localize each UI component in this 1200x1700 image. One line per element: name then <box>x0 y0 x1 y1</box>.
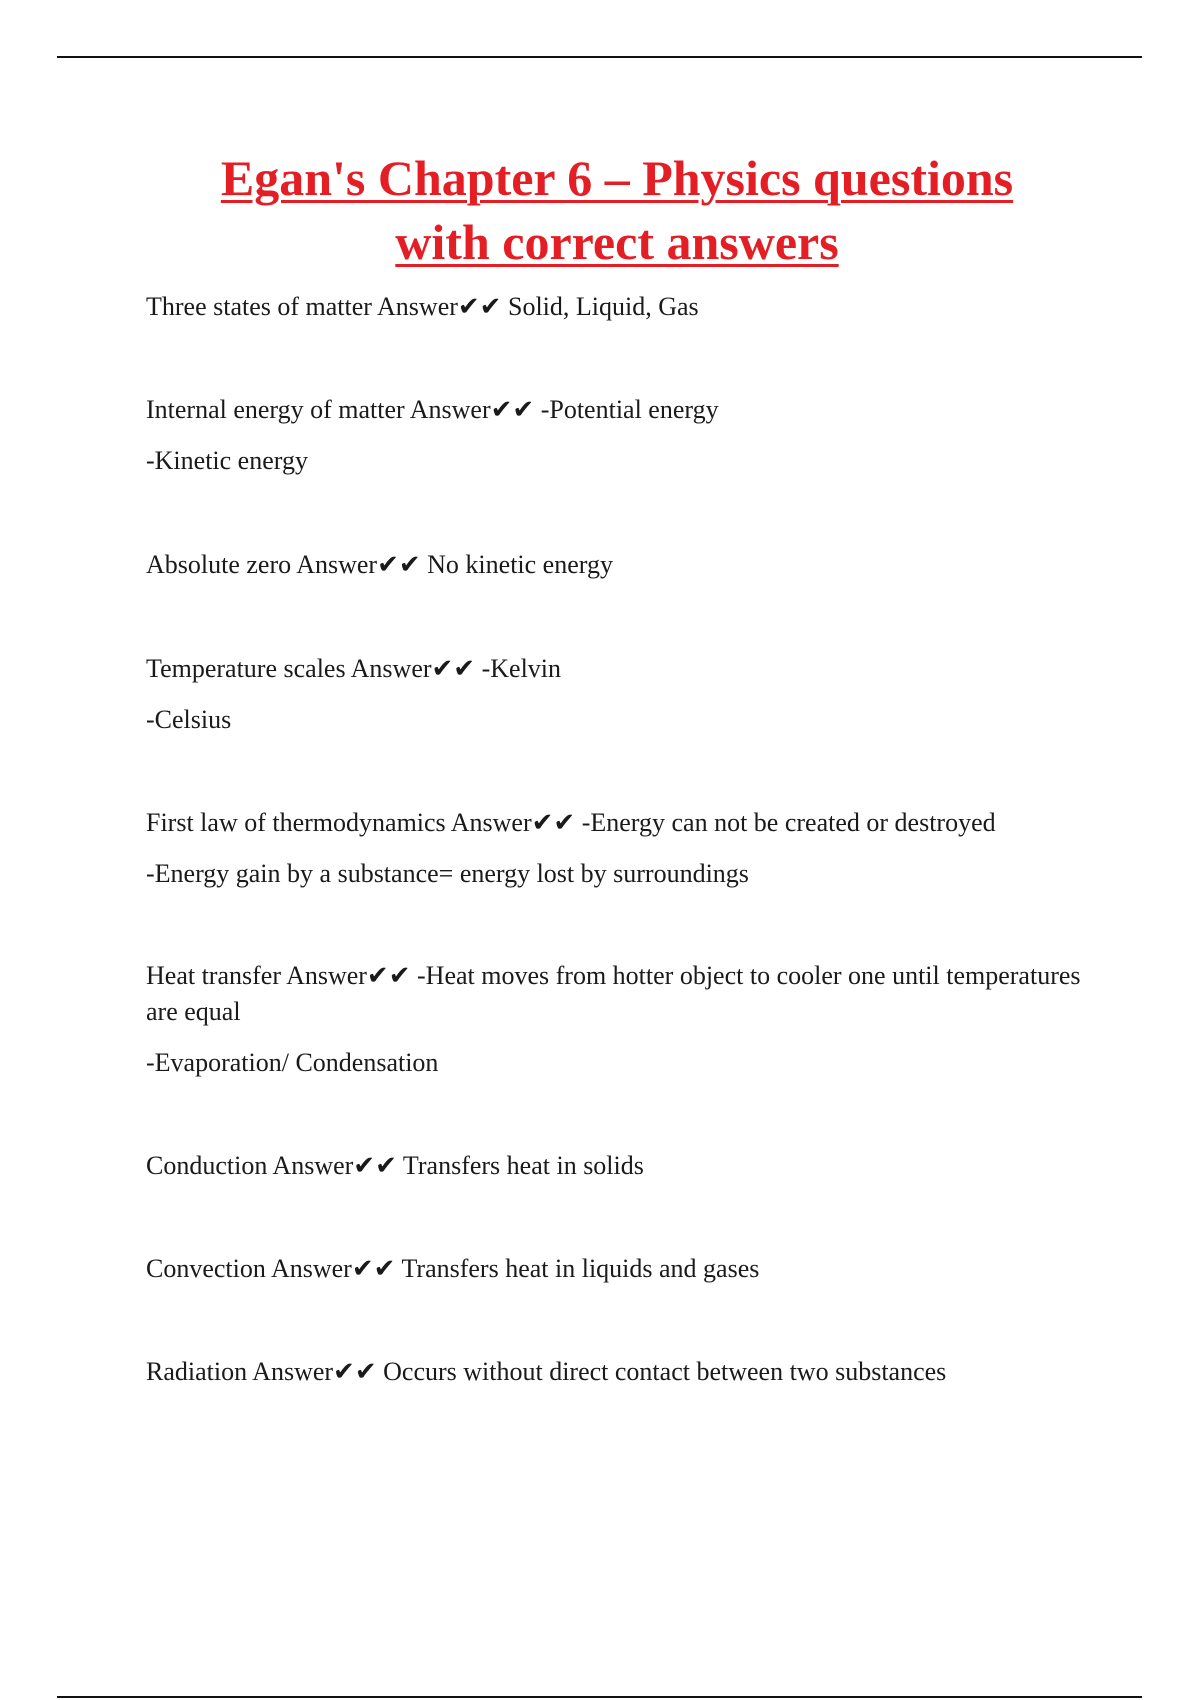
answer-extra-line: -Celsius <box>146 705 232 734</box>
qa-line: Conduction Answer✔✔ Transfers heat in solids <box>146 1151 644 1180</box>
qa-line: Internal energy of matter Answer✔✔ -Potential energy <box>146 395 719 424</box>
bottom-divider <box>57 1696 1142 1698</box>
answer-marker: Answer✔✔ <box>377 292 502 321</box>
answer-text: -Energy can not be created or destroyed <box>581 808 996 837</box>
title-line-1: Egan's Chapter 6 – Physics questions <box>220 150 1014 206</box>
answer-marker: Answer✔✔ <box>272 1151 397 1180</box>
answer-marker: Answer✔✔ <box>409 395 535 424</box>
answer-extra-line: -Kinetic energy <box>146 446 308 475</box>
answer-extra-line: -Energy gain by a substance= energy lost by surroundings <box>146 859 749 888</box>
qa-item-conduction <box>146 1148 1096 1184</box>
qa-item-internal-energy <box>146 392 1096 479</box>
answer-text: -Heat moves from hotter object to cooler one until temperatures are equal <box>146 961 1081 1026</box>
answer-marker: Answer✔✔ <box>270 1254 396 1283</box>
qa-line: Absolute zero Answer✔✔ No kinetic energy <box>146 550 613 579</box>
title-line-2: with correct answers <box>395 214 839 270</box>
qa-line: Radiation Answer✔✔ Occurs without direct contact between two substances <box>146 1357 947 1386</box>
answer-text: -Kelvin <box>481 654 562 683</box>
qa-line: First law of thermodynamics Answer✔✔ -Energy can not be created or destroyed <box>146 808 996 837</box>
answer-marker: Answer✔✔ <box>296 550 421 579</box>
answer-text: Solid, Liquid, Gas <box>507 292 699 321</box>
qa-item-temperature-scales <box>146 651 1096 738</box>
qa-item-heat-transfer <box>146 958 1096 1081</box>
top-divider <box>57 56 1142 58</box>
answer-text: Occurs without direct contact between two substances <box>383 1357 947 1386</box>
answer-marker: Answer✔✔ <box>286 961 411 990</box>
answer-marker: Answer✔✔ <box>450 808 576 837</box>
answer-text: Transfers heat in liquids and gases <box>401 1254 760 1283</box>
answer-text: -Potential energy <box>540 395 719 424</box>
qa-line: Convection Answer✔✔ Transfers heat in liquids and gases <box>146 1254 760 1283</box>
qa-line: Temperature scales Answer✔✔ -Kelvin <box>146 654 562 683</box>
answer-text: Transfers heat in solids <box>402 1151 644 1180</box>
qa-line: Heat transfer Answer✔✔ -Heat moves from hotter object to cooler one until temperatures are equal <box>146 961 1081 1026</box>
answer-extra-line: -Evaporation/ Condensation <box>146 1048 439 1077</box>
qa-item-radiation <box>146 1354 1096 1390</box>
qa-item-first-law <box>146 805 1096 892</box>
answer-text: No kinetic energy <box>427 550 613 579</box>
qa-item-absolute-zero <box>146 547 1096 583</box>
answer-marker: Answer✔✔ <box>350 654 476 683</box>
qa-line: Three states of matter Answer✔✔ Solid, Liquid, Gas <box>146 292 699 321</box>
document-title <box>100 146 1134 274</box>
qa-item-convection <box>146 1251 1096 1287</box>
answer-marker: Answer✔✔ <box>252 1357 377 1386</box>
qa-item-three-states <box>146 289 1096 325</box>
